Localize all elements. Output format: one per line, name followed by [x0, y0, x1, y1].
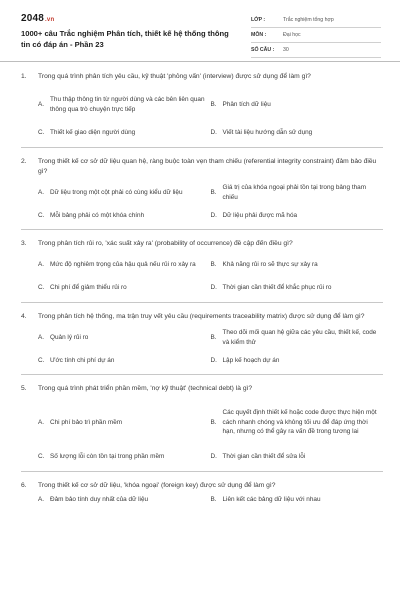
option-letter: A. — [38, 101, 45, 109]
option-letter: D. — [210, 211, 217, 219]
option-letter: C. — [38, 453, 45, 461]
question-divider — [21, 147, 383, 148]
answer-options — [21, 181, 383, 221]
option-text: Đảm bảo tính duy nhất của dữ liệu — [50, 495, 149, 503]
meta-value: Trắc nghiệm tổng hợp — [283, 17, 334, 23]
option-text: Chi phí để giảm thiểu rủi ro — [50, 284, 127, 292]
option-c[interactable] — [38, 211, 206, 221]
option-letter: A. — [38, 495, 45, 503]
option-letter: B. — [210, 418, 217, 426]
option-b[interactable] — [211, 181, 379, 205]
option-letter: B. — [210, 188, 217, 196]
option-text: Mức độ nghiêm trọng của hậu quả nếu rủi ro xảy ra — [50, 261, 196, 269]
meta-label: SỐ CÂU : — [251, 47, 275, 53]
option-text: Quản lý rủi ro — [50, 333, 89, 341]
question-number: 5. — [21, 385, 27, 393]
document-title: 1000+ câu Trắc nghiệm Phân tích, thiết kế hệ thống thông tin có đáp án - Phần 23 — [21, 29, 229, 49]
meta-row-class — [251, 13, 381, 28]
option-letter: D. — [210, 284, 217, 292]
option-text: Chi phí bảo trì phần mềm — [50, 418, 123, 426]
option-a[interactable] — [38, 495, 206, 505]
question-divider — [21, 302, 383, 303]
option-letter: B. — [210, 101, 217, 109]
question-item — [21, 481, 383, 505]
question-header — [21, 384, 383, 394]
option-b[interactable] — [211, 326, 379, 350]
option-c[interactable] — [38, 128, 206, 138]
option-text: Giá trị của khóa ngoại phải tồn tại trong bảng tham chiếu — [222, 184, 367, 201]
question-text: Trong quá trình phát triển phần mềm, 'nợ kỹ thuật' (technical debt) là gì? — [38, 385, 253, 393]
option-b[interactable] — [211, 398, 379, 446]
question-text: Trong quá trình phân tích yêu cầu, kỹ thuật 'phỏng vấn' (interview) được sử dụng để làm gì? — [38, 73, 311, 80]
question-header — [21, 312, 383, 322]
option-text: Phân tích dữ liệu — [222, 101, 271, 109]
option-letter: D. — [210, 129, 217, 136]
option-text: Viết tài liệu hướng dẫn sử dụng — [222, 129, 313, 136]
question-divider — [21, 229, 383, 230]
answer-options — [21, 86, 383, 138]
option-text: Liên kết các bảng dữ liệu với nhau — [222, 495, 321, 503]
question-text: Trong phân tích rủi ro, 'xác suất xảy ra' (probability of occurrence) đề cập đến điều gì? — [38, 240, 293, 248]
option-text: Ước tính chi phí dự án — [50, 356, 115, 364]
option-text: Dữ liệu trong một cột phải có cùng kiểu dữ liệu — [50, 188, 183, 196]
option-d[interactable] — [211, 283, 379, 293]
meta-value: 30 — [283, 47, 289, 53]
option-letter: C. — [38, 356, 45, 364]
option-b[interactable] — [211, 495, 379, 505]
question-item — [21, 157, 383, 221]
option-text: Số lượng lỗi còn tồn tại trong phần mềm — [50, 453, 165, 461]
option-c[interactable] — [38, 283, 206, 293]
option-d[interactable] — [211, 356, 379, 366]
option-a[interactable] — [38, 181, 206, 205]
question-number: 6. — [21, 481, 27, 489]
meta-value: Đại học — [283, 32, 301, 38]
question-divider — [21, 374, 383, 375]
logo-text: 2048 — [21, 13, 45, 24]
option-a[interactable] — [38, 326, 206, 350]
option-letter: B. — [210, 261, 217, 269]
option-letter: D. — [210, 356, 217, 364]
meta-label: MÔN : — [251, 32, 267, 38]
logo-suffix: .vn — [45, 17, 55, 23]
option-text: Thời gian cần thiết để sửa lỗi — [222, 453, 306, 461]
question-header — [21, 72, 383, 82]
option-letter: C. — [38, 129, 45, 136]
option-letter: A. — [38, 261, 45, 269]
question-header — [21, 239, 383, 249]
option-letter: C. — [38, 211, 45, 219]
meta-label: LỚP : — [251, 17, 266, 23]
option-a[interactable] — [38, 253, 206, 277]
answer-options — [21, 398, 383, 462]
option-letter: C. — [38, 284, 45, 292]
question-item — [21, 312, 383, 366]
question-header — [21, 481, 383, 491]
option-text: Mỗi bảng phải có một khóa chính — [50, 211, 145, 219]
question-divider — [21, 471, 383, 472]
question-text: Trong phân tích hệ thống, ma trận truy vết yêu cầu (requirements traceability matrix) được sử dụng để làm gì? — [38, 312, 365, 320]
option-letter: A. — [38, 188, 45, 196]
option-letter: B. — [210, 495, 217, 503]
option-a[interactable] — [38, 86, 206, 124]
page-header — [0, 0, 400, 62]
option-letter: A. — [38, 418, 45, 426]
option-text: Khả năng rủi ro sẽ thực sự xảy ra — [222, 261, 318, 269]
option-letter: A. — [38, 333, 45, 341]
option-a[interactable] — [38, 398, 206, 446]
option-text: Thu thập thông tin từ người dùng và các bên liên quan thông qua trò chuyện trực tiếp — [50, 96, 205, 113]
option-b[interactable] — [211, 253, 379, 277]
option-d[interactable] — [211, 211, 379, 221]
option-text: Các quyết định thiết kế hoặc code được thực hiện một cách nhanh chóng và không tối ưu để đáp ứng thời hạn, nhưng có thể gây ra vấn đề trong tương lai — [222, 408, 377, 436]
question-item — [21, 384, 383, 462]
answer-options — [21, 495, 383, 505]
question-header — [21, 157, 383, 177]
question-text: Trong thiết kế cơ sở dữ liệu, 'khóa ngoại' (foreign key) được sử dụng để làm gì? — [38, 481, 276, 489]
answer-options — [21, 326, 383, 366]
option-letter: D. — [210, 453, 217, 461]
question-number: 2. — [21, 157, 27, 165]
question-item — [21, 72, 383, 138]
option-c[interactable] — [38, 356, 206, 366]
question-list — [21, 72, 383, 505]
site-logo[interactable] — [21, 13, 54, 24]
question-number: 4. — [21, 312, 27, 320]
option-text: Lập kế hoạch dự án — [222, 356, 280, 364]
option-d[interactable] — [211, 452, 379, 462]
answer-options — [21, 253, 383, 293]
document-meta — [251, 13, 381, 58]
option-text: Thời gian cần thiết để khắc phục rủi ro — [222, 284, 332, 292]
option-text: Thiết kế giao diện người dùng — [50, 129, 136, 136]
question-text: Trong thiết kế cơ sở dữ liệu quan hệ, ràng buộc toàn vẹn tham chiếu (referential integrity constraint) đảm bảo điều gì? — [38, 157, 377, 175]
option-letter: B. — [210, 333, 217, 341]
question-item — [21, 239, 383, 293]
option-c[interactable] — [38, 452, 206, 462]
meta-row-count — [251, 43, 381, 58]
option-d[interactable] — [211, 128, 379, 138]
meta-row-subject — [251, 28, 381, 43]
question-number: 1. — [21, 73, 27, 80]
option-b[interactable] — [211, 86, 379, 124]
option-text: Dữ liệu phải được mã hóa — [222, 211, 298, 219]
option-text: Theo dõi mối quan hệ giữa các yêu cầu, thiết kế, code và kiểm thử — [222, 329, 377, 346]
question-number: 3. — [21, 240, 27, 248]
